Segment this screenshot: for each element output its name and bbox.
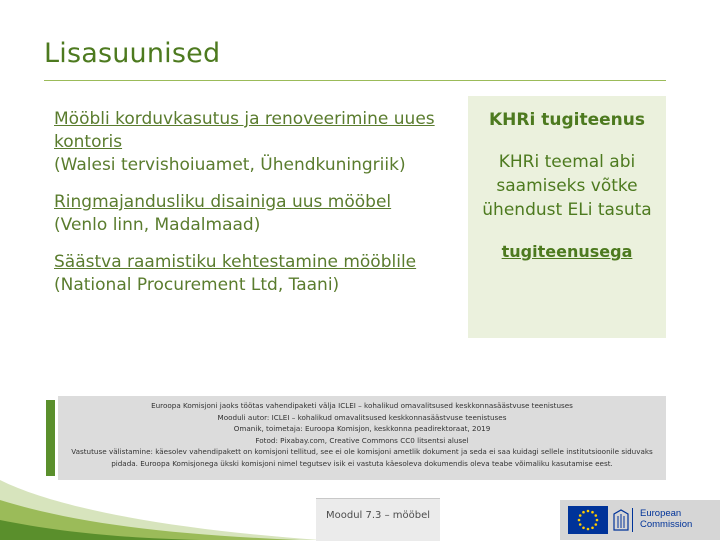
ec-building-icon (612, 508, 630, 532)
helpdesk-text: KHRi teemal abi saamiseks võtke ühendust ELi tasuta (482, 152, 652, 220)
list-item (54, 251, 444, 297)
module-footer: Moodul 7.3 – mööbel (316, 498, 440, 541)
disclaimer-line: Omanik, toimetaja: Euroopa Komisjon, keskkonna peadirektoraat, 2019 (233, 424, 491, 434)
ec-logo (560, 500, 720, 540)
title-divider (44, 80, 666, 81)
green-wave-decoration (0, 470, 320, 540)
disclaimer-line: Fotod: Pixabay.com, Creative Commons CC0 litsentsi alusel (255, 435, 469, 445)
helpdesk-link[interactable]: tugiteenusega (501, 242, 633, 261)
disclaimer-line: Vastutuse välistamine: käesolev vahendipakett on komisjoni tellitud, see ei ole komisjoni ametlik dokument ja seda ei saa kuidagi sellele institutsioonile siduvaks (71, 447, 653, 457)
list-item (54, 108, 444, 177)
helpdesk-heading: KHRi tugiteenus (489, 110, 645, 130)
item-link-sustainable-framework[interactable]: Säästva raamistiku kehtestamine mööblile (54, 252, 417, 272)
ec-logo-line2: Commission (640, 519, 693, 530)
helpdesk-box (468, 96, 666, 338)
item-link-furniture-reuse[interactable]: Mööbli korduvkasutus ja renoveerimine uues kontoris (54, 109, 435, 152)
accent-bar (46, 400, 55, 476)
item-source: (National Procurement Ltd, Taani) (54, 275, 340, 295)
eu-flag-icon (568, 506, 608, 534)
item-link-circular-design[interactable]: Ringmajandusliku disainiga uus mööbel (54, 192, 392, 212)
logo-divider (632, 508, 633, 532)
item-source: (Venlo linn, Madalmaad) (54, 215, 261, 235)
item-source: (Walesi tervishoiuamet, Ühendkuningriik) (54, 155, 406, 175)
ec-logo-text (640, 508, 692, 530)
disclaimer-line: Mooduli autor: ICLEI – kohalikud omavalitsused keskkonnasäästvuse teenistuses (217, 412, 507, 422)
list-item (54, 191, 444, 237)
disclaimer-line: pidada. Euroopa Komisjonega ükski komisjoni nimel tegutsev isik ei vastuta käesoleva dokumendis oleva teabe võimaliku kasutamise eest. (111, 458, 613, 468)
disclaimer-panel (58, 396, 666, 480)
ec-logo-line1: European (640, 508, 682, 519)
disclaimer-line: Euroopa Komisjoni jaoks töötas vahendipaketi välja ICLEI – kohalikud omavalitsused keskkonnasäästvuse teenistuses (151, 401, 573, 410)
guidance-list (54, 108, 444, 311)
slide-title: Lisasuunised (44, 38, 221, 69)
